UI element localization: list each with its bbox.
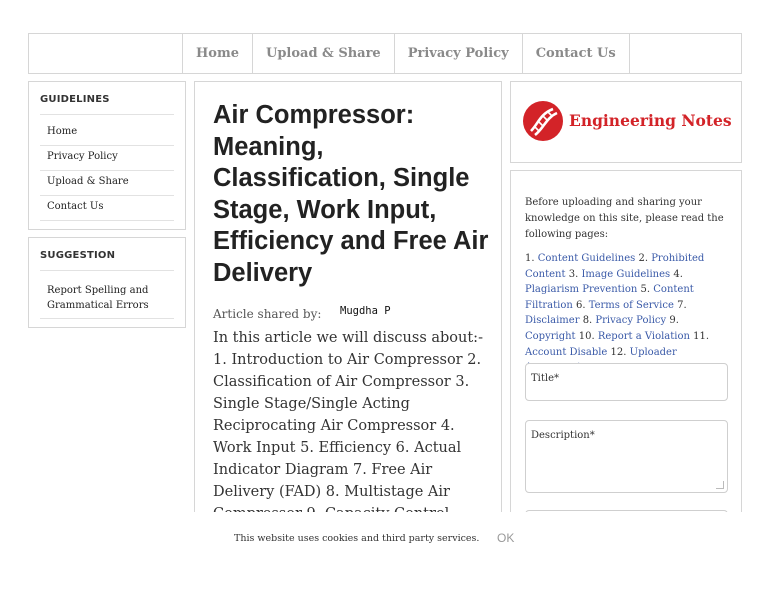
list-number: 8. (582, 315, 593, 327)
dna-strand-icon[interactable] (522, 100, 564, 142)
nav-privacy-policy[interactable]: Privacy Policy (394, 34, 522, 73)
author-name[interactable]: Mugdha P (340, 305, 391, 317)
list-number: 9. (669, 315, 679, 327)
description-label: Description* (531, 430, 595, 441)
nav-upload-share[interactable]: Upload & Share (252, 34, 394, 73)
cookie-ok-button[interactable]: OK (497, 531, 515, 545)
brand-widget (510, 81, 742, 163)
image-guidelines-link[interactable]: Image Guidelines (581, 268, 671, 280)
resize-handle-icon[interactable] (716, 481, 724, 489)
list-number: 5. (640, 284, 651, 296)
divider (40, 170, 174, 171)
prohibited-content-link[interactable]: Prohibited Content (525, 253, 705, 280)
guidelines-link-contact-us[interactable]: Contact Us (47, 201, 104, 212)
uploader-agreement-link[interactable]: Uploader (629, 346, 677, 358)
title-label: Title* (531, 373, 560, 384)
byline-label: Article shared by: (213, 307, 322, 321)
nav-home[interactable]: Home (182, 34, 252, 73)
list-number: 12. (610, 346, 627, 358)
report-errors-link[interactable]: Report Spelling and Grammatical Errors (47, 285, 149, 311)
copyright-link[interactable]: Copyright (525, 330, 576, 342)
article-card (194, 81, 502, 521)
suggestion-widget (28, 237, 186, 328)
article-intro: In this article we will discuss about:- 1. Introduction to Air Compressor 2. Classification of Air Compressor 3. Single Stage/Single Acting Reciprocating Air Compressor 4. Work Input 5. Efficiency 6. Actual Indicator Diagram 7. Free Air Delivery (FAD) 8. Multistage Air (213, 330, 483, 500)
content-filtration-link[interactable]: Content Filtration (525, 284, 694, 311)
list-number: 6. (575, 299, 586, 311)
upload-widget (510, 170, 742, 530)
account-disable-link[interactable]: Account Disable (525, 346, 608, 358)
content-guidelines-link[interactable]: Content Guidelines (537, 253, 636, 264)
top-nav-menu (182, 34, 630, 73)
guidelines-heading: GUIDELINES (40, 94, 110, 105)
cookie-message: This website uses cookies and third party services. (234, 533, 480, 544)
list-number: 4. (673, 268, 683, 280)
list-number: 11. (693, 330, 710, 342)
divider (40, 195, 174, 196)
title-input[interactable] (525, 363, 728, 401)
list-number: 2. (638, 253, 648, 264)
list-number: 3. (568, 268, 579, 280)
divider (40, 114, 174, 115)
disclaimer-link[interactable]: Disclaimer (525, 315, 580, 327)
policy-links-list (525, 251, 730, 376)
guidelines-link-home[interactable]: Home (47, 126, 78, 137)
divider (40, 270, 174, 271)
report-violation-link[interactable]: Report a Violation (597, 330, 690, 342)
guidelines-link-upload-share[interactable]: Upload & Share (47, 176, 129, 187)
upload-intro-text: Before uploading and sharing your knowledge on this site, please read the following pages: (525, 197, 724, 240)
description-textarea[interactable] (525, 420, 728, 493)
divider (40, 220, 174, 221)
list-number: 7. (677, 299, 687, 311)
terms-of-service-link[interactable]: Terms of Service (588, 299, 674, 311)
brand-name[interactable]: Engineering Notes (569, 111, 732, 130)
suggestion-heading: SUGGESTION (40, 250, 116, 261)
top-navigation (28, 33, 742, 74)
divider (40, 318, 174, 319)
list-number: 10. (578, 330, 595, 342)
list-number: 1. (525, 253, 535, 264)
nav-contact-us[interactable]: Contact Us (522, 34, 630, 73)
guidelines-link-privacy-policy[interactable]: Privacy Policy (47, 151, 118, 162)
plagiarism-prevention-link[interactable]: Plagiarism Prevention (525, 284, 638, 296)
article-title: Air Compressor: Meaning, Classification, Single Stage, Work Input, Efficiency and Free Air Delivery (213, 101, 489, 287)
privacy-policy-link[interactable]: Privacy Policy (595, 315, 667, 327)
cookie-banner (0, 512, 742, 566)
divider (40, 145, 174, 146)
guidelines-widget (28, 81, 186, 230)
